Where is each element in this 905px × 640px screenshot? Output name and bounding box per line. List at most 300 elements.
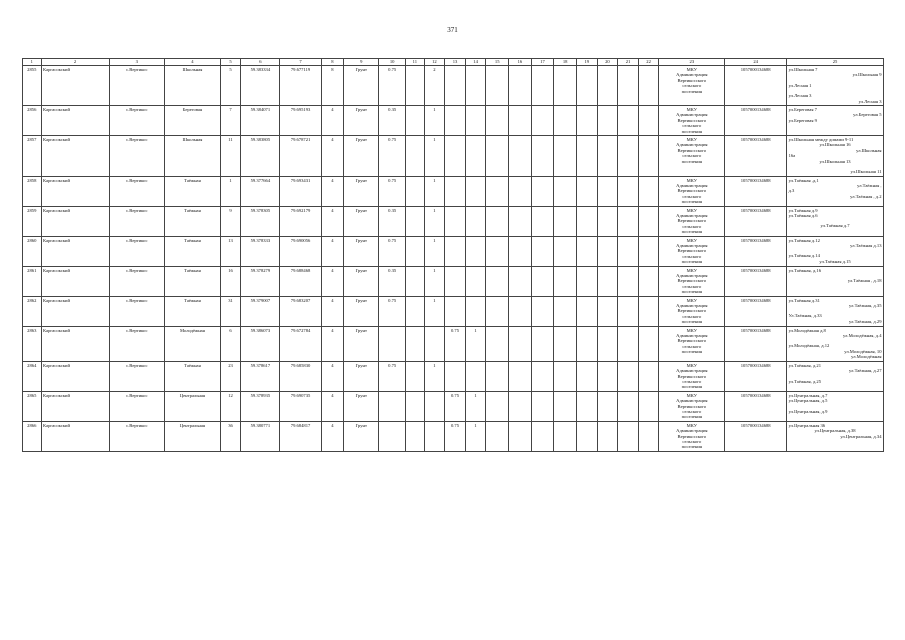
empty-cell [486,176,509,206]
address-line: ул.Таёжная, д.29 [849,318,882,324]
surface-cell: Грунт [344,176,379,206]
organization-line: Вертикосского [677,433,707,439]
ogrn-cell: 1057000134688 [725,296,787,326]
house-cell: 5 [220,66,241,106]
empty-cell [406,236,425,266]
empty-cell [618,361,639,391]
empty-cell [577,136,598,176]
row-number: 2858 [23,176,42,206]
data-table [22,58,884,452]
empty-cell [618,391,639,421]
empty-cell [486,66,509,106]
empty-cell [486,236,509,266]
count-alt-cell [465,106,486,136]
organization-line: МКУ [686,237,697,243]
empty-cell [577,391,598,421]
surface-cell: Грунт [344,206,379,236]
street-cell: Таёжная [165,176,221,206]
width-cell: 8 [321,66,344,106]
empty-cell [597,421,618,451]
empty-cell [597,136,618,176]
row-number: 2863 [23,326,42,361]
empty-cell [638,176,659,206]
column-header: 19 [577,59,598,66]
address-line: ул.Центральная, д.5 [788,398,828,404]
organization-line: МКУ [686,362,697,368]
column-header: 5 [220,59,241,66]
empty-cell [531,361,554,391]
latitude-cell: 59.384071 [241,106,280,136]
empty-cell [509,66,532,106]
empty-cell [554,236,577,266]
empty-cell [618,296,639,326]
latitude-cell: 59.379007 [241,296,280,326]
address-line: ул.Таёжная д.14 [788,253,820,259]
count-cell: 1 [424,296,445,326]
longitude-cell: 79.685830 [280,361,321,391]
width-cell: 4 [321,266,344,296]
length-alt-cell [445,236,466,266]
district-cell: Каргасокский [41,236,109,266]
organization-line: МКУ [686,207,697,213]
organization-line: поселения [681,229,703,235]
length-alt-cell: 0.75 [445,421,466,451]
count-cell: 2 [424,66,445,106]
address-line: ул.Таёжная д.15 [819,258,851,264]
column-header: 2 [41,59,109,66]
empty-cell [486,136,509,176]
house-cell: 11 [220,136,241,176]
empty-cell [486,391,509,421]
organization-line: Вертикосского [677,117,707,123]
empty-cell [554,361,577,391]
empty-cell [597,176,618,206]
district-cell: Каргасокский [41,326,109,361]
surface-cell: Грунт [344,266,379,296]
length-alt-cell: 0.75 [445,326,466,361]
surface-cell: Грунт [344,361,379,391]
empty-cell [554,206,577,236]
count-cell [424,326,445,361]
length-alt-cell: 0.75 [445,391,466,421]
organization-line: Вертикосского [677,188,707,194]
empty-cell [618,266,639,296]
address-line: ул.Молодёжная, 10 [844,348,882,354]
empty-cell [577,66,598,106]
empty-cell [486,266,509,296]
surface-cell: Грунт [344,296,379,326]
organization-line: поселения [681,259,703,265]
address-line: ул.Таёжная, д.16 [788,267,822,273]
latitude-cell: 59.378333 [241,236,280,266]
length-cell: 0.75 [379,176,406,206]
empty-cell [577,361,598,391]
organization-line: сельского [682,438,702,444]
empty-cell [577,106,598,136]
empty-cell [509,106,532,136]
organization-line: Вертикосского [677,77,707,83]
length-alt-cell [445,66,466,106]
organization-line: сельского [682,193,702,199]
empty-cell [618,106,639,136]
empty-cell [406,136,425,176]
address-cell [787,136,884,176]
address-line: ул.Таёжная д.12 [788,237,820,243]
empty-cell [597,66,618,106]
length-cell: 0.75 [379,361,406,391]
width-cell: 4 [321,176,344,206]
settlement-cell: с.Вертикос [109,296,165,326]
house-cell: 1 [220,176,241,206]
address-line: ул.Таёжная ,д.1 [788,177,819,183]
address-line: ул.Таёжная , д.18 [847,278,882,283]
address-line: ул.Школьная 7 [788,67,818,72]
house-cell: 36 [220,421,241,451]
empty-cell [577,176,598,206]
empty-cell [638,391,659,421]
empty-cell [486,421,509,451]
address-line: ул.Центральная 36 [788,422,826,428]
empty-cell [618,206,639,236]
table-row [23,266,884,296]
empty-cell [509,391,532,421]
ogrn-cell: 1057000134688 [725,236,787,266]
organization-line: поселения [681,128,703,134]
organization-line: Вертикосского [677,278,707,284]
organization-line: поселения [681,199,703,205]
empty-cell [509,236,532,266]
surface-cell: Грунт [344,326,379,361]
table-row [23,361,884,391]
latitude-cell: 59.378935 [241,391,280,421]
address-line: ул.Школьная между домами 9-11 [788,137,854,143]
table-row [23,326,884,361]
row-number: 2860 [23,236,42,266]
column-header: 23 [659,59,725,66]
ogrn-cell: 1057000134688 [725,136,787,176]
settlement-cell: с.Вертикос [109,391,165,421]
organization-line: поселения [681,349,703,355]
width-cell: 4 [321,206,344,236]
address-cell [787,206,884,236]
house-cell: 23 [220,361,241,391]
organization-line: сельского [682,223,702,229]
count-alt-cell [465,296,486,326]
empty-cell [597,206,618,236]
address-line: ул.Молодёжная д.8 [788,327,826,333]
settlement-cell: с.Вертикос [109,266,165,296]
street-cell: Таёжная [165,296,221,326]
count-alt-cell: 1 [465,421,486,451]
width-cell: 4 [321,326,344,361]
length-alt-cell [445,361,466,391]
organization-line: Администрация [676,142,708,148]
street-cell: Таёжная [165,236,221,266]
district-cell: Каргасокский [41,391,109,421]
organization-line: МКУ [686,267,697,273]
length-alt-cell [445,136,466,176]
column-header: 13 [445,59,466,66]
street-cell: Молодёжная [165,326,221,361]
column-header: 16 [509,59,532,66]
width-cell: 4 [321,421,344,451]
length-cell: 0.75 [379,236,406,266]
latitude-cell: 59.383805 [241,136,280,176]
ogrn-cell: 1057000134688 [725,266,787,296]
address-cell [787,266,884,296]
organization-line: Вертикосского [677,248,707,254]
organization-line: МКУ [686,137,697,143]
address-line: ул.Центральная, д.9 [788,408,828,414]
column-header: 11 [406,59,425,66]
house-cell: 6 [220,326,241,361]
street-cell: Центральная [165,421,221,451]
column-header: 20 [597,59,618,66]
address-line: ул.Береговая 7 [788,107,817,113]
empty-cell [509,361,532,391]
organization-line: поселения [681,319,703,325]
organization-line: Администрация [676,72,708,78]
organization-line: поселения [681,414,703,420]
address-line: ул.Школьная 11 [850,169,882,175]
address-line: ул.Таёжная д.6 [788,212,818,218]
column-header: 10 [379,59,406,66]
organization-line: Администрация [676,212,708,218]
empty-cell [486,106,509,136]
empty-cell [597,361,618,391]
ogrn-cell: 1057000134688 [725,391,787,421]
organization-line: МКУ [686,67,697,72]
count-cell: 1 [424,236,445,266]
count-alt-cell [465,361,486,391]
surface-cell: Грунт [344,106,379,136]
organization-line: Вертикосского [677,218,707,224]
organization-line: сельского [682,83,702,89]
address-line: ул.Таёжная, д.21 [788,362,822,368]
count-alt-cell [465,206,486,236]
organization-line: поселения [681,444,703,450]
empty-cell [531,66,554,106]
address-cell [787,391,884,421]
count-cell: 1 [424,266,445,296]
address-line: ул.Таёжная , д.2 [850,193,882,199]
longitude-cell: 79.690056 [280,236,321,266]
empty-cell [554,326,577,361]
address-line: 16а [788,153,796,159]
count-alt-cell [465,176,486,206]
count-cell: 1 [424,361,445,391]
length-alt-cell [445,176,466,206]
street-cell: Таёжная [165,266,221,296]
table-row [23,106,884,136]
address-line: ул.Береговая 9 [788,117,817,123]
longitude-cell: 79.693431 [280,176,321,206]
address-line: ул.Молодёжная [851,354,882,360]
organization-cell [659,266,725,296]
table-row [23,176,884,206]
address-line: ул.Таёжная д.9 [788,207,818,213]
organization-line: Вертикосского [677,403,707,409]
empty-cell [509,206,532,236]
column-header: 7 [280,59,321,66]
empty-cell [618,236,639,266]
width-cell: 4 [321,106,344,136]
empty-cell [618,176,639,206]
organization-line: Вертикосского [677,147,707,153]
house-cell: 7 [220,106,241,136]
district-cell: Каргасокский [41,296,109,326]
empty-cell [406,66,425,106]
table-row [23,296,884,326]
count-alt-cell: 1 [465,391,486,421]
length-cell [379,421,406,451]
address-line: ул.Лесная 3 [788,93,812,99]
address-cell [787,66,884,106]
row-number: 2866 [23,421,42,451]
empty-cell [554,421,577,451]
address-line: ул.Школьная 13 [819,158,851,164]
width-cell: 4 [321,296,344,326]
address-line: ул.Центральная, д.7 [788,392,828,398]
address-line: ул.Таёжная , [857,182,882,188]
empty-cell [554,66,577,106]
longitude-cell: 79.692179 [280,206,321,236]
empty-cell [406,266,425,296]
empty-cell [638,361,659,391]
page-number: 371 [447,26,458,34]
empty-cell [597,106,618,136]
settlement-cell: с.Вертикос [109,206,165,236]
column-header: 8 [321,59,344,66]
district-cell: Каргасокский [41,66,109,106]
organization-cell [659,176,725,206]
empty-cell [577,296,598,326]
address-cell [787,236,884,266]
header-row [23,59,884,66]
address-line: ул.Таёжная д.7 [820,223,850,229]
organization-line: Вертикосского [677,373,707,379]
table-row [23,136,884,176]
organization-line: сельского [682,283,702,289]
longitude-cell: 79.690735 [280,391,321,421]
empty-cell [531,106,554,136]
width-cell: 4 [321,136,344,176]
surface-cell: Грунт [344,421,379,451]
organization-line: Вертикосского [677,308,707,314]
organization-line: МКУ [686,327,697,333]
length-cell: 0.35 [379,266,406,296]
count-alt-cell [465,236,486,266]
count-cell: 1 [424,136,445,176]
column-header: 18 [554,59,577,66]
empty-cell [577,266,598,296]
column-header: 9 [344,59,379,66]
empty-cell [554,391,577,421]
empty-cell [638,206,659,236]
empty-cell [618,136,639,176]
count-cell: 1 [424,176,445,206]
address-line: ул.Школьная [856,147,882,153]
row-number: 2855 [23,66,42,106]
organization-line: поселения [681,158,703,164]
organization-cell [659,136,725,176]
street-cell: Таёжная [165,361,221,391]
empty-cell [531,176,554,206]
row-number: 2865 [23,391,42,421]
district-cell: Каргасокский [41,136,109,176]
empty-cell [406,421,425,451]
settlement-cell: с.Вертикос [109,236,165,266]
latitude-cell: 59.378279 [241,266,280,296]
organization-cell [659,391,725,421]
length-alt-cell [445,106,466,136]
count-alt-cell [465,266,486,296]
district-cell: Каргасокский [41,421,109,451]
address-line: ул.Таёжная д.31 [788,297,820,303]
empty-cell [554,296,577,326]
longitude-cell: 79.684817 [280,421,321,451]
empty-cell [406,206,425,236]
organization-line: поселения [681,384,703,390]
district-cell: Каргасокский [41,266,109,296]
empty-cell [638,106,659,136]
house-cell: 9 [220,206,241,236]
empty-cell [509,266,532,296]
street-cell: Береговая [165,106,221,136]
address-line: ул.Молодёжная, д.12 [788,343,830,349]
street-cell: Школьная [165,66,221,106]
organization-line: сельского [682,253,702,259]
address-line: д.3 [788,188,795,194]
column-header: 4 [165,59,221,66]
address-line: ул.Молодёжная, д.4 [843,333,882,339]
empty-cell [577,421,598,451]
organization-line: сельского [682,123,702,129]
empty-cell [638,326,659,361]
column-header: 15 [486,59,509,66]
empty-cell [638,136,659,176]
width-cell: 4 [321,236,344,266]
ogrn-cell: 1057000134688 [725,176,787,206]
count-cell: 1 [424,206,445,236]
organization-cell [659,296,725,326]
longitude-cell: 79.677119 [280,66,321,106]
organization-line: сельского [682,343,702,349]
district-cell: Каргасокский [41,206,109,236]
ogrn-cell: 1057000134688 [725,66,787,106]
length-cell: 0.75 [379,66,406,106]
settlement-cell: с.Вертикос [109,361,165,391]
organization-line: Вертикосского [677,338,707,344]
table-body [23,66,884,452]
column-header: 12 [424,59,445,66]
empty-cell [486,326,509,361]
district-cell: Каргасокский [41,361,109,391]
address-cell [787,326,884,361]
organization-line: поселения [681,289,703,295]
organization-cell [659,106,725,136]
empty-cell [531,236,554,266]
row-number: 2857 [23,136,42,176]
empty-cell [597,236,618,266]
address-line: ул.Школьная 16 [819,142,851,148]
organization-line: Администрация [676,273,708,278]
settlement-cell: с.Вертикос [109,421,165,451]
settlement-cell: с.Вертикос [109,136,165,176]
organization-line: поселения [681,88,703,94]
organization-cell [659,421,725,451]
empty-cell [406,176,425,206]
